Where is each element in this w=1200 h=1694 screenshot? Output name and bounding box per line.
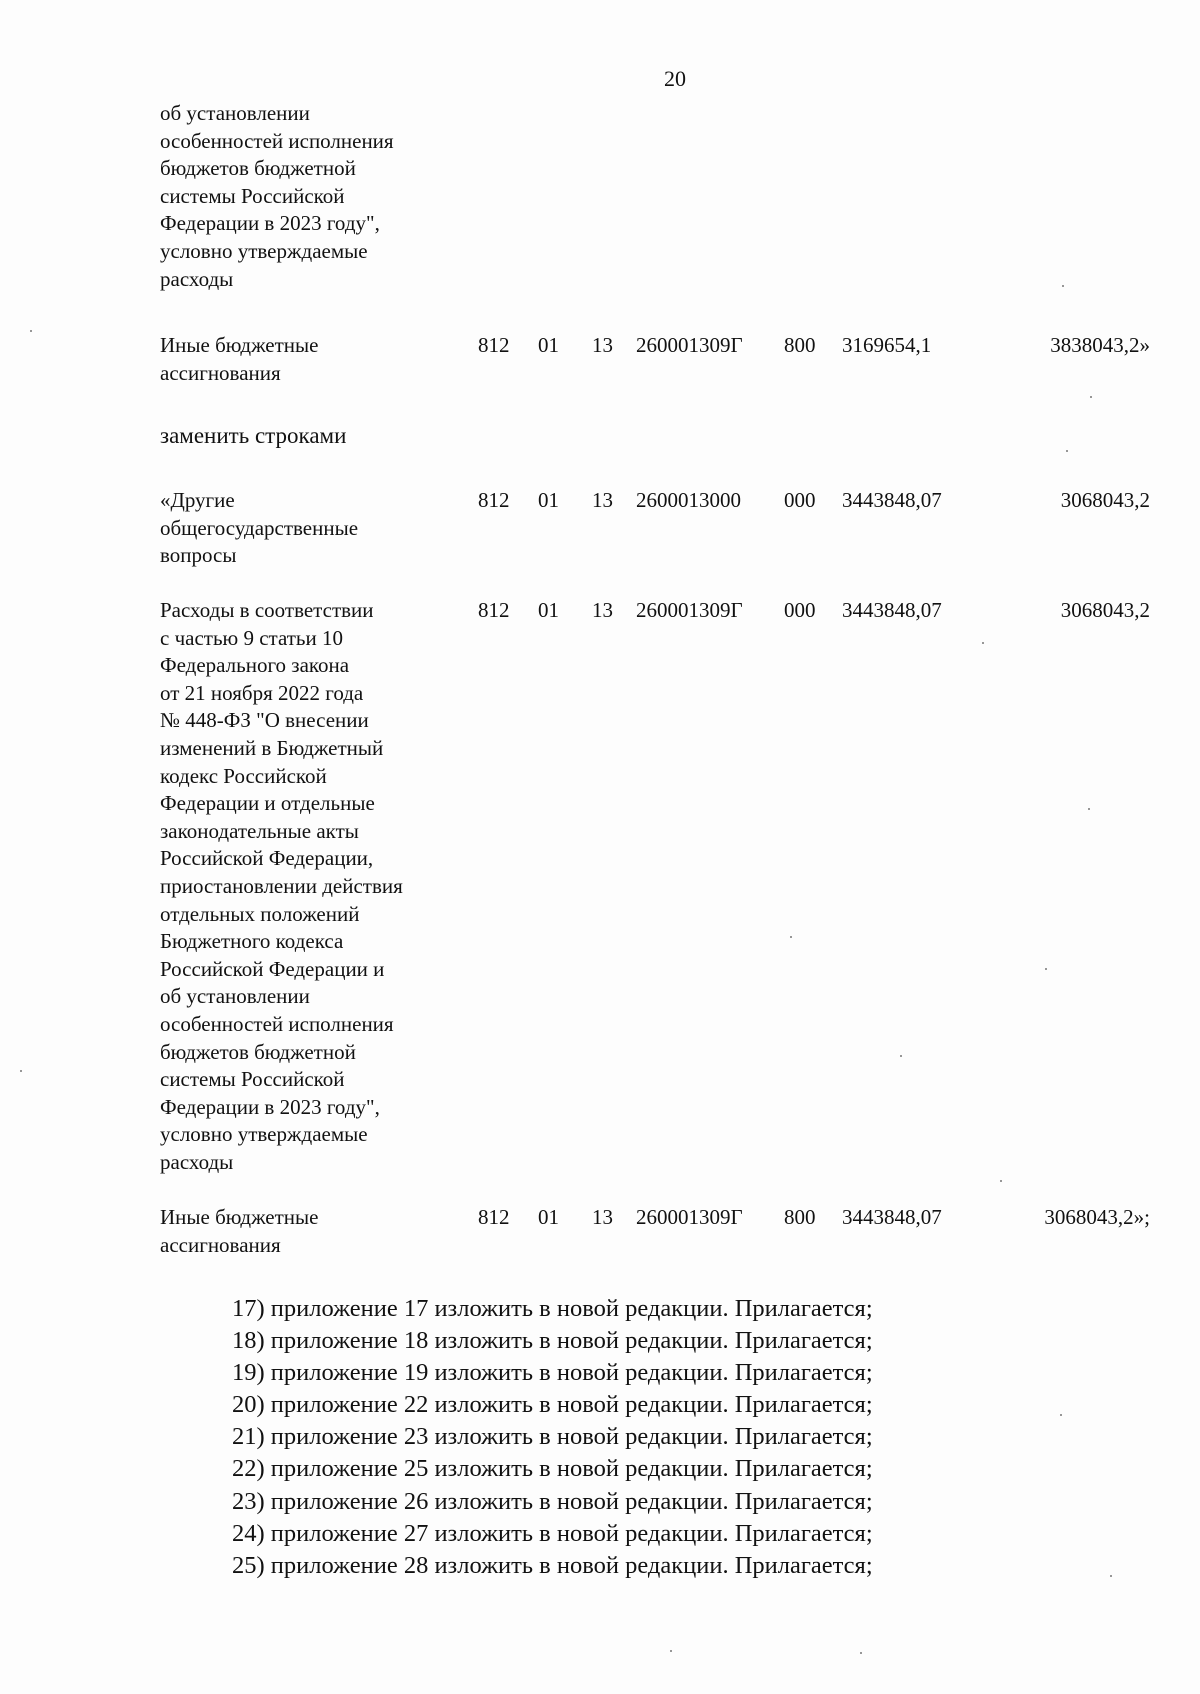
list-item: 25) приложение 28 изложить в новой редакции. Прилагается;	[232, 1551, 873, 1579]
page-number: 20	[664, 66, 686, 91]
scan-speck	[900, 1055, 902, 1057]
row-subsection-code: 13	[592, 488, 613, 512]
scan-speck	[790, 936, 792, 938]
list-item: 21) приложение 23 изложить в новой редакции. Прилагается;	[232, 1423, 873, 1451]
row-expense-type-code: 800	[784, 333, 816, 357]
list-item: 19) приложение 19 изложить в новой редакции. Прилагается;	[232, 1359, 873, 1387]
row-ved-code: 812	[478, 1205, 510, 1229]
row-section-code: 01	[538, 1205, 559, 1229]
scan-speck	[1045, 968, 1047, 970]
row-target-article-code: 260001309Г	[636, 598, 743, 622]
scan-speck	[1088, 808, 1090, 810]
row-sum-first: 3443848,07	[842, 1205, 942, 1229]
list-item: 22) приложение 25 изложить в новой редакции. Прилагается;	[232, 1455, 873, 1483]
row-section-code: 01	[538, 598, 559, 622]
row-sum-first: 3443848,07	[842, 598, 942, 622]
row-section-code: 01	[538, 333, 559, 357]
row-target-article-code: 260001309Г	[636, 333, 743, 357]
row-expense-type-code: 800	[784, 1205, 816, 1229]
row-ved-code: 812	[478, 598, 510, 622]
scan-speck	[860, 1652, 862, 1654]
row-label: Иные бюджетные ассигнования	[160, 333, 319, 385]
row-ved-code: 812	[478, 488, 510, 512]
scan-speck	[1062, 285, 1064, 287]
row-label: «Другие общегосударственные вопросы	[160, 488, 359, 568]
row-target-article-code: 260001309Г	[636, 1205, 743, 1229]
row-sum-second: 3068043,2	[1060, 598, 1150, 622]
replace-heading: заменить строками	[160, 423, 347, 448]
appendix-list	[232, 1293, 873, 1582]
list-item: 20) приложение 22 изложить в новой редакции. Прилагается;	[232, 1391, 873, 1419]
row-target-article-code: 2600013000	[636, 488, 741, 512]
row-expense-type-code: 000	[784, 488, 816, 512]
row-sum-first: 3169654,1	[842, 333, 932, 357]
row-label: Расходы в соответствии с частью 9 статьи 10 Федерального закона от 21 ноября 2022 года № 448-ФЗ "О внесении изменений в Бюджетный кодекс Российской Федерации и отдельные законодательные акты Российской Федерации, приостановлении действия отдельных положений Бюджетного кодекса Российской Федерации и об установлении особенностей исполнения бюджетов бюджетной системы Российской Федерации в 2023 году", условно утверждаемые расходы	[160, 598, 403, 1174]
continued-row-label: об установлении особенностей исполнения бюджетов бюджетной системы Российской Федерации в 2023 году", условно утверждаемые расходы	[160, 101, 394, 291]
list-item: 24) приложение 27 изложить в новой редакции. Прилагается;	[232, 1519, 873, 1547]
list-item: 17) приложение 17 изложить в новой редакции. Прилагается;	[232, 1295, 873, 1322]
list-item: 23) приложение 26 изложить в новой редакции. Прилагается;	[232, 1487, 873, 1515]
row-label: Иные бюджетные ассигнования	[160, 1205, 319, 1257]
row-section-code: 01	[538, 488, 559, 512]
row-subsection-code: 13	[592, 1205, 613, 1229]
table-row	[160, 597, 1150, 1197]
scan-speck	[1090, 396, 1092, 398]
scan-speck	[30, 330, 32, 332]
scan-speck	[982, 642, 984, 644]
scan-speck	[20, 1070, 22, 1072]
row-sum-first: 3443848,07	[842, 488, 942, 512]
list-item: 18) приложение 18 изложить в новой редакции. Прилагается;	[232, 1327, 873, 1355]
scan-speck	[1060, 1414, 1062, 1416]
row-expense-type-code: 000	[784, 598, 816, 622]
row-sum-second: 3838043,2»	[1050, 333, 1150, 357]
row-sum-second: 3068043,2	[1060, 488, 1150, 512]
row-sum-second: 3068043,2»;	[1044, 1205, 1150, 1229]
row-subsection-code: 13	[592, 333, 613, 357]
scan-speck	[670, 1650, 672, 1652]
scan-speck	[1110, 1575, 1112, 1577]
row-subsection-code: 13	[592, 598, 613, 622]
row-ved-code: 812	[478, 333, 510, 357]
scan-speck	[1066, 450, 1068, 452]
scan-speck	[1000, 1180, 1002, 1182]
